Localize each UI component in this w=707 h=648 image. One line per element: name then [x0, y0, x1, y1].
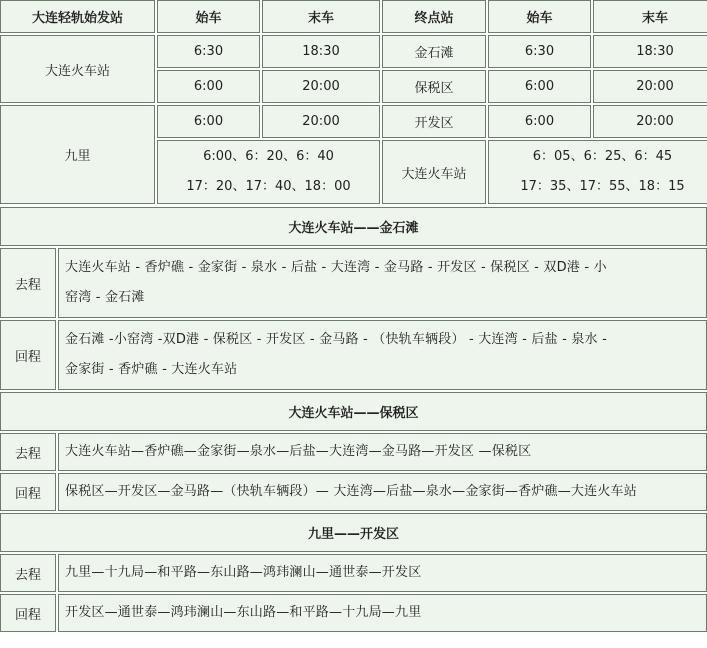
- route-section-row: [0, 207, 707, 246]
- terminal-last-cell: 18:30: [593, 35, 707, 68]
- route-stops: 保税区—开发区—金马路—（快轨车辆段）— 大连湾—后盐—泉水—金家街—香炉礁—大连火车站: [58, 473, 707, 511]
- last-train-cell: 20:00: [262, 70, 380, 103]
- terminal-first-cell: 6:00: [488, 105, 591, 138]
- direction-label: 去程: [0, 433, 56, 471]
- route-section-row: [0, 513, 707, 552]
- route-stops: [58, 320, 707, 390]
- route-title: 九里——开发区: [0, 513, 707, 552]
- first-train-cell: 6:00: [157, 105, 260, 138]
- header-terminal: 终点站: [382, 0, 486, 33]
- terminal-cell: 大连火车站: [382, 140, 486, 204]
- terminal-cell: 开发区: [382, 105, 486, 138]
- origin-cell: 大连火车站: [0, 35, 155, 103]
- terminal-last-cell: 20:00: [593, 70, 707, 103]
- route-stops: 九里—十九局—和平路—东山路—鸿玮澜山—通世泰—开发区: [58, 554, 707, 592]
- schedule-header-row: [0, 0, 707, 33]
- direction-label: 回程: [0, 473, 56, 511]
- schedule-row: [0, 35, 707, 68]
- route-row: [0, 473, 707, 511]
- route-row: [0, 433, 707, 471]
- route-stops-line: 金家街 - 香炉礁 - 大连火车站: [65, 362, 238, 377]
- route-stops-line: 大连火车站 - 香炉礁 - 金家街 - 泉水 - 后盐 - 大连湾 - 金马路 - 开发区 - 保税区 - 双D港 - 小: [65, 260, 607, 275]
- route-title: 大连火车站——金石滩: [0, 207, 707, 246]
- schedule-table: [0, 0, 707, 206]
- origin-cell: 九里: [0, 105, 155, 204]
- direction-label: 去程: [0, 554, 56, 592]
- route-stops: 开发区—通世泰—鸿玮澜山—东山路—和平路—十九局—九里: [58, 594, 707, 632]
- schedule-row: [0, 105, 707, 138]
- route-stops-line: 金石滩 -小窑湾 -双D港 - 保税区 - 开发区 - 金马路 - （快轨车辆段） - 大连湾 - 后盐 - 泉水 -: [65, 332, 607, 347]
- route-row: [0, 248, 707, 318]
- terminal-cell: 保税区: [382, 70, 486, 103]
- route-row: [0, 594, 707, 632]
- terminal-first-cell: 6:30: [488, 35, 591, 68]
- header-terminal-last: 末车: [593, 0, 707, 33]
- route-table: [0, 205, 707, 634]
- first-train-cell: 6:30: [157, 35, 260, 68]
- terminal-cell: 金石滩: [382, 35, 486, 68]
- departure-times-line: 17：20、17：40、18：00: [186, 179, 351, 194]
- route-stops-line: 窑湾 - 金石滩: [65, 290, 145, 305]
- departure-times-line: 6:00、6：20、6：40: [203, 149, 334, 164]
- header-terminal-first: 始车: [488, 0, 591, 33]
- first-train-cell: 6:00: [157, 70, 260, 103]
- last-train-cell: 18:30: [262, 35, 380, 68]
- header-first-train: 始车: [157, 0, 260, 33]
- terminal-times-line: 6：05、6：25、6：45: [532, 149, 673, 164]
- direction-label: 回程: [0, 320, 56, 390]
- terminal-times-cell: [488, 140, 707, 204]
- route-row: [0, 320, 707, 390]
- last-train-cell: 20:00: [262, 105, 380, 138]
- direction-label: 回程: [0, 594, 56, 632]
- header-origin: 大连轻轨始发站: [0, 0, 155, 33]
- terminal-times-line: 17：35、17：55、18：15: [520, 179, 685, 194]
- route-stops: 大连火车站—香炉礁—金家街—泉水—后盐—大连湾—金马路—开发区 —保税区: [58, 433, 707, 471]
- terminal-last-cell: 20:00: [593, 105, 707, 138]
- route-row: [0, 554, 707, 592]
- route-stops: [58, 248, 707, 318]
- departure-times-cell: [157, 140, 380, 204]
- route-title: 大连火车站——保税区: [0, 392, 707, 431]
- route-section-row: [0, 392, 707, 431]
- terminal-first-cell: 6:00: [488, 70, 591, 103]
- header-last-train: 末车: [262, 0, 380, 33]
- direction-label: 去程: [0, 248, 56, 318]
